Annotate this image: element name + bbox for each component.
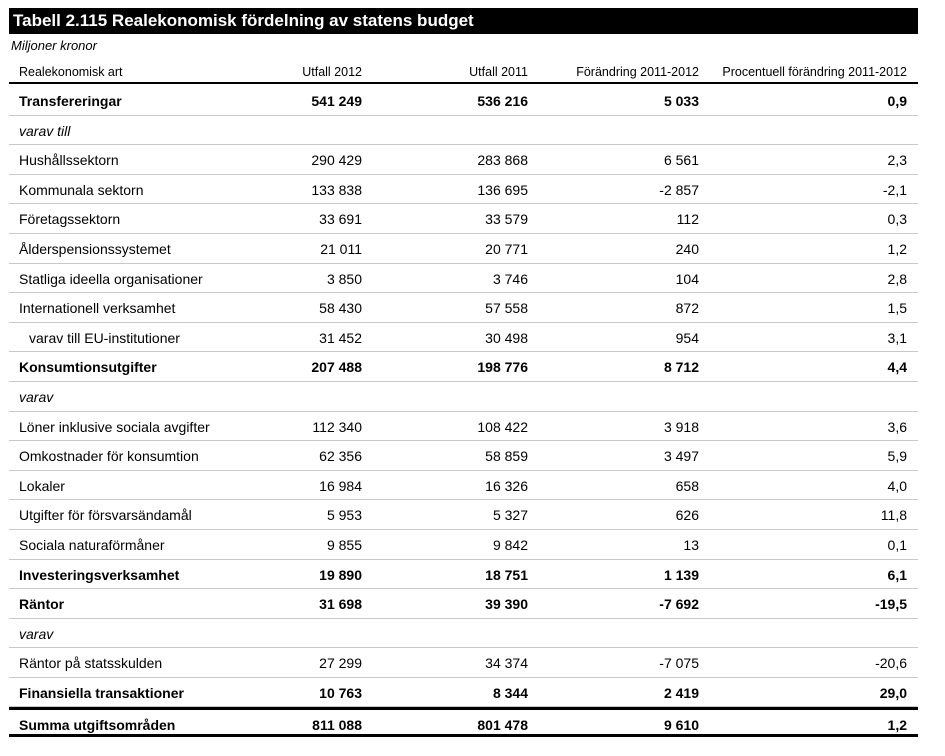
row-label: Företagssektorn (19, 211, 121, 228)
row-label: Konsumtionsutgifter (19, 359, 157, 376)
table-row (9, 589, 918, 619)
cell-utfall-2012: 27 299 (319, 655, 362, 672)
row-label: Summa utgiftsområden (19, 717, 176, 734)
row-label: Investeringsverksamhet (19, 566, 180, 583)
table-row (9, 500, 918, 530)
row-label: Statliga ideella organisationer (19, 270, 203, 287)
row-label: Lokaler (19, 477, 65, 494)
cell-procentuell-forandring: 6,1 (887, 566, 907, 583)
cell-utfall-2011: 39 390 (485, 596, 528, 613)
row-label: Internationell verksamhet (19, 300, 176, 317)
table-row (9, 264, 918, 294)
table-row (9, 204, 918, 234)
table-row (9, 619, 918, 649)
cell-utfall-2012: 33 691 (319, 211, 362, 228)
cell-forandring: -2 857 (659, 181, 699, 198)
cell-procentuell-forandring: 3,1 (887, 329, 907, 346)
cell-forandring: 5 033 (663, 93, 699, 109)
cell-procentuell-forandring: 1,5 (887, 300, 907, 317)
row-label: varav till (19, 122, 71, 139)
row-label: Transfereringar (19, 93, 122, 109)
table-row (9, 145, 918, 175)
cell-utfall-2011: 801 478 (477, 717, 528, 734)
cell-forandring: 240 (675, 240, 699, 257)
cell-procentuell-forandring: 0,1 (887, 536, 907, 553)
column-header-utfall-2011: Utfall 2011 (469, 65, 528, 79)
table-row (9, 323, 918, 353)
column-header-art: Realekonomisk art (19, 65, 123, 79)
row-label: Räntor på statsskulden (19, 655, 163, 672)
table-row (9, 471, 918, 501)
row-label: Kommunala sektorn (19, 181, 144, 198)
table-row (9, 441, 918, 471)
cell-forandring: 9 610 (663, 717, 699, 734)
cell-procentuell-forandring: 1,2 (887, 717, 907, 734)
column-header-procentuell-forandring: Procentuell förändring 2011-2012 (722, 65, 907, 79)
cell-utfall-2012: 62 356 (319, 448, 362, 465)
cell-forandring: -7 075 (659, 655, 699, 672)
cell-procentuell-forandring: 2,3 (887, 152, 907, 169)
cell-procentuell-forandring: 5,9 (887, 448, 907, 465)
row-label: Utgifter för försvarsändamål (19, 507, 192, 524)
cell-utfall-2011: 33 579 (485, 211, 528, 228)
cell-utfall-2012: 9 855 (326, 536, 362, 553)
cell-utfall-2011: 108 422 (477, 418, 528, 435)
table-row (9, 530, 918, 560)
table-row (9, 707, 918, 737)
table-row (9, 175, 918, 205)
table-row (9, 412, 918, 442)
cell-utfall-2012: 3 850 (326, 270, 362, 287)
cell-utfall-2011: 57 558 (485, 300, 528, 317)
table-row (9, 678, 918, 708)
cell-utfall-2011: 198 776 (477, 359, 528, 376)
row-label: varav (19, 388, 54, 405)
cell-procentuell-forandring: -19,5 (875, 596, 907, 613)
cell-utfall-2012: 207 488 (311, 359, 362, 376)
row-label: varav (19, 625, 54, 642)
column-header-forandring: Förändring 2011-2012 (576, 65, 699, 79)
table-header (9, 60, 918, 84)
table-row (9, 116, 918, 146)
cell-utfall-2011: 20 771 (485, 240, 528, 257)
cell-utfall-2011: 30 498 (485, 329, 528, 346)
cell-procentuell-forandring: 11,8 (880, 507, 907, 524)
cell-utfall-2012: 5 953 (326, 507, 362, 524)
cell-procentuell-forandring: 4,4 (887, 359, 907, 376)
cell-procentuell-forandring: 29,0 (879, 684, 907, 701)
row-label: Omkostnader för konsumtion (19, 448, 199, 465)
cell-utfall-2012: 19 890 (319, 566, 362, 583)
row-label: Löner inklusive sociala avgifter (19, 418, 210, 435)
cell-utfall-2012: 10 763 (319, 684, 362, 701)
table-row (9, 648, 918, 678)
cell-utfall-2011: 16 326 (485, 477, 528, 494)
cell-utfall-2011: 9 842 (492, 536, 528, 553)
cell-procentuell-forandring: 3,6 (887, 418, 907, 435)
cell-utfall-2012: 21 011 (320, 240, 362, 257)
cell-utfall-2012: 16 984 (319, 477, 362, 494)
cell-utfall-2012: 811 088 (312, 717, 362, 734)
cell-forandring: 872 (675, 300, 699, 317)
cell-procentuell-forandring: -2,1 (882, 181, 907, 198)
cell-procentuell-forandring: -20,6 (875, 655, 907, 672)
cell-forandring: 658 (675, 477, 699, 494)
table-row (9, 352, 918, 382)
cell-utfall-2012: 31 698 (319, 596, 362, 613)
cell-utfall-2011: 283 868 (477, 152, 528, 169)
cell-forandring: 13 (683, 536, 699, 553)
table-row (9, 86, 918, 116)
cell-procentuell-forandring: 1,2 (887, 240, 907, 257)
cell-forandring: 3 918 (663, 418, 699, 435)
cell-utfall-2011: 34 374 (485, 655, 528, 672)
cell-forandring: 626 (675, 507, 699, 524)
table-row (9, 234, 918, 264)
row-label: Hushållssektorn (19, 152, 119, 169)
row-label: Finansiella transaktioner (19, 684, 184, 701)
cell-utfall-2012: 290 429 (311, 152, 362, 169)
table-row (9, 293, 918, 323)
cell-utfall-2011: 18 751 (485, 566, 528, 583)
cell-utfall-2012: 541 249 (311, 93, 362, 109)
cell-forandring: 6 561 (663, 152, 699, 169)
cell-forandring: -7 692 (659, 596, 699, 613)
cell-forandring: 1 139 (663, 566, 699, 583)
cell-utfall-2011: 3 746 (492, 270, 528, 287)
table-row (9, 560, 918, 590)
cell-utfall-2012: 133 838 (311, 181, 362, 198)
cell-utfall-2012: 58 430 (319, 300, 362, 317)
cell-procentuell-forandring: 4,0 (887, 477, 907, 494)
cell-utfall-2011: 8 344 (492, 684, 528, 701)
cell-forandring: 112 (676, 211, 699, 228)
cell-forandring: 8 712 (663, 359, 699, 376)
table-body (9, 86, 918, 737)
table-title: Tabell 2.115 Realekonomisk fördelning av statens budget (9, 8, 918, 34)
cell-forandring: 3 497 (663, 448, 699, 465)
cell-forandring: 954 (675, 329, 699, 346)
row-label: varav till EU-institutioner (29, 329, 180, 346)
cell-utfall-2011: 536 216 (477, 93, 528, 109)
cell-utfall-2011: 58 859 (485, 448, 528, 465)
cell-forandring: 104 (675, 270, 699, 287)
cell-utfall-2012: 112 340 (312, 418, 362, 435)
row-label: Räntor (19, 596, 65, 613)
table-row (9, 382, 918, 412)
table-subtitle: Miljoner kronor (11, 38, 97, 53)
cell-forandring: 2 419 (663, 684, 699, 701)
column-header-utfall-2012: Utfall 2012 (302, 65, 362, 79)
cell-utfall-2011: 136 695 (477, 181, 528, 198)
cell-procentuell-forandring: 0,9 (887, 93, 907, 109)
row-label: Ålderspensionssystemet (19, 240, 171, 257)
row-label: Sociala naturaförmåner (19, 536, 165, 553)
cell-procentuell-forandring: 0,3 (887, 211, 907, 228)
cell-utfall-2012: 31 452 (319, 329, 362, 346)
cell-utfall-2011: 5 327 (492, 507, 528, 524)
cell-procentuell-forandring: 2,8 (887, 270, 907, 287)
